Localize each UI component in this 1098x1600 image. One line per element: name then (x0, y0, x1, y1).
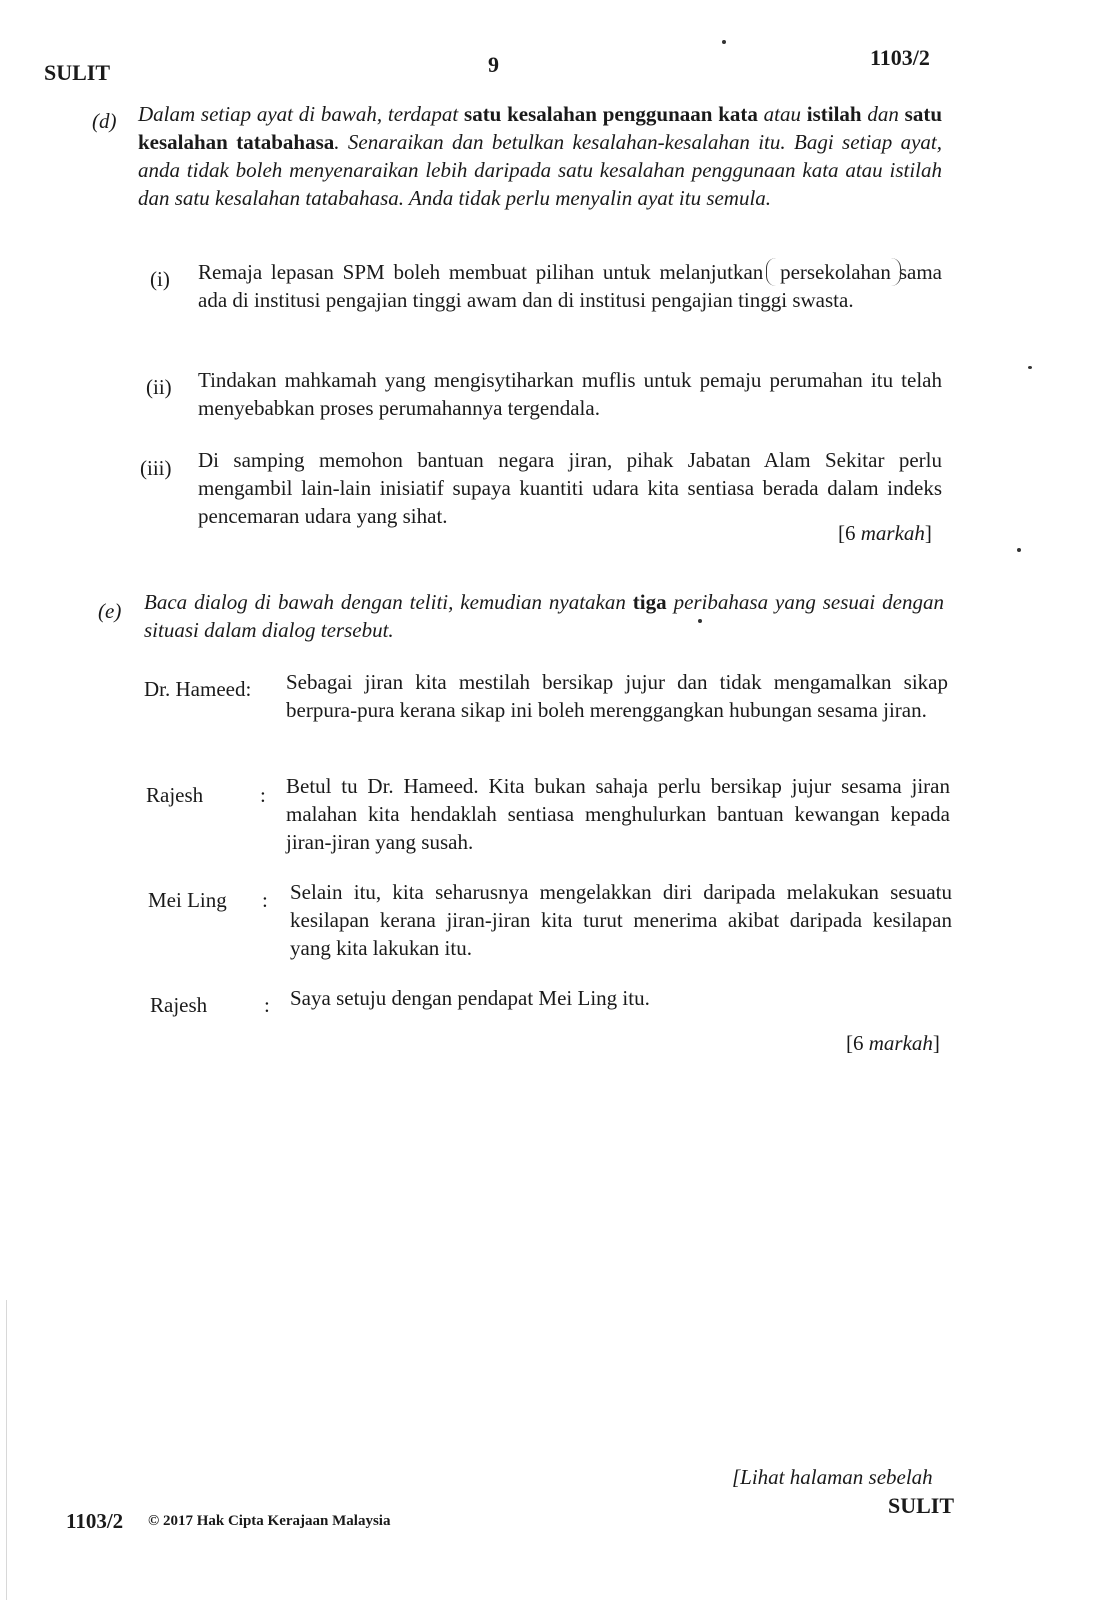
circled-word (772, 260, 899, 284)
item-text: Di samping memohon bantuan negara jiran, pihak Jabatan Alam Sekitar perlu mengambil lain-lain inisiatif supaya kuantiti udara kita sentiasa berada dalam indeks pencemaran udara yang sihat. (198, 448, 942, 528)
dialog-line: Saya setuju dengan pendapat Mei Ling itu. (290, 986, 650, 1010)
dialog-line: Betul tu Dr. Hameed. Kita bukan sahaja perlu bersikap jujur sesama jiran malahan kita hendaklah sentiasa menghulurkan bantuan kewangan kepada jiran-jiran yang susah. (286, 774, 950, 854)
item-text (198, 258, 942, 314)
item-label: (ii) (146, 375, 172, 399)
instruction-text: atau (763, 102, 801, 126)
dialog-colon: : (260, 783, 266, 807)
item-text-part: sama ada di institusi pengajian tinggi awam dan di institusi pengajian tinggi swasta. (198, 260, 943, 312)
marks-text: ] (932, 1031, 940, 1055)
scan-speck (722, 40, 726, 44)
marks-text: [6 (846, 1031, 869, 1055)
dialog-colon: : (262, 888, 268, 912)
instruction-bold-text: satu kesalahan tatabahasa (138, 102, 943, 154)
instruction-bold-text: istilah (806, 102, 862, 126)
dialog-speaker: Dr. Hameed: (144, 677, 252, 701)
dialog-speaker: Rajesh (146, 783, 204, 807)
page-number: 9 (488, 52, 499, 77)
marks-label (846, 1030, 940, 1057)
instruction-bold-text: tiga (632, 590, 667, 614)
pen-mark (766, 258, 777, 286)
dialog-speaker: Mei Ling (148, 888, 227, 912)
footer-paper-code: 1103/2 (66, 1509, 124, 1533)
scan-margin-line (6, 1300, 7, 1600)
item-label: (iii) (140, 456, 172, 480)
dialog-line: Selain itu, kita seharusnya mengelakkan diri daripada melakukan sesuatu kesilapan kerana jiran-jiran kita turut menerima akibat daripada kesilapan yang kita lakukan itu. (290, 880, 952, 960)
instruction-text: peribahasa yang sesuai dengan situasi dalam dialog tersebut. (144, 590, 944, 642)
footer-classification: SULIT (888, 1493, 955, 1518)
see-next-page: [Lihat halaman sebelah (732, 1465, 933, 1489)
instruction-text: Dalam setiap ayat di bawah, terdapat (138, 102, 459, 126)
marks-text: markah (860, 521, 925, 545)
dialog-speaker: Rajesh (150, 993, 208, 1017)
header-classification: SULIT (44, 60, 111, 85)
section-d-label: (d) (92, 109, 117, 133)
item-text-part: Remaja lepasan SPM boleh membuat pilihan untuk melanjutkan (198, 260, 764, 284)
dialog-colon: : (264, 993, 270, 1017)
instruction-bold-text: satu kesalahan penggunaan kata (464, 102, 758, 126)
scan-speck (1017, 548, 1021, 552)
marks-text: markah (868, 1031, 933, 1055)
section-e-label: (e) (98, 599, 122, 623)
header-paper-code: 1103/2 (870, 45, 930, 70)
item-label: (i) (150, 267, 170, 291)
marks-text: [6 (838, 521, 861, 545)
item-text: Tindakan mahkamah yang mengisytiharkan muflis untuk pemaju perumahan itu telah menyebabkan proses perumahannya tergendala. (198, 368, 942, 420)
footer-copyright: © 2017 Hak Cipta Kerajaan Malaysia (148, 1513, 391, 1529)
dialog-line: Sebagai jiran kita mestilah bersikap jujur dan tidak mengamalkan sikap berpura-pura kerana sikap ini boleh merenggangkan hubungan sesama jiran. (286, 670, 948, 722)
instruction-text: Baca dialog di bawah dengan teliti, kemudian nyatakan (144, 590, 626, 614)
section-e-instruction (144, 588, 944, 644)
section-d-instruction (138, 100, 942, 212)
instruction-text: . Senaraikan dan betulkan kesalahan-kesalahan itu. Bagi setiap ayat, anda tidak boleh menyenaraikan lebih daripada satu kesalahan penggunaan kata atau istilah dan satu kesalahan tatabahasa. Anda tidak perlu menyalin ayat itu semula. (138, 130, 942, 210)
marks-label (838, 520, 932, 547)
scan-speck (1028, 366, 1032, 369)
instruction-text: dan (867, 102, 899, 126)
marks-text: ] (924, 521, 932, 545)
item-text-part: persekolahan (780, 260, 891, 284)
